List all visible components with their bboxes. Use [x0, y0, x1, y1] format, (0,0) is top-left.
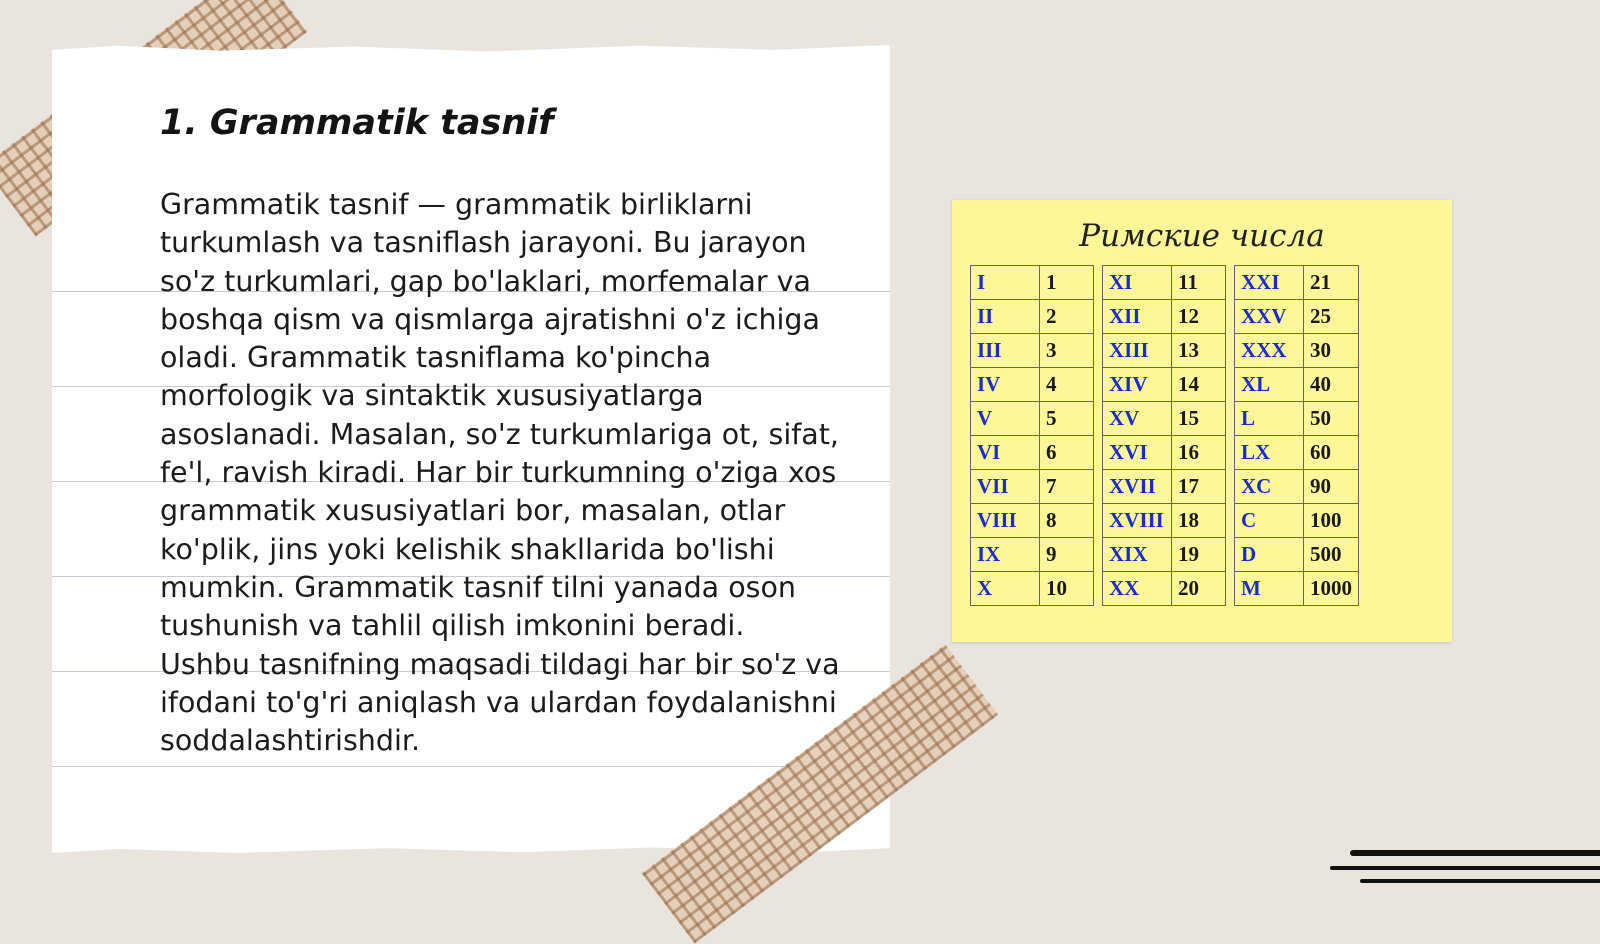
roman-numeral-cell: XXI	[1235, 266, 1304, 300]
arabic-number-cell: 13	[1172, 334, 1226, 368]
roman-numeral-cell: L	[1235, 402, 1304, 436]
roman-numeral-cell: II	[971, 300, 1040, 334]
roman-numeral-cell: C	[1235, 504, 1304, 538]
column-gap	[1226, 334, 1235, 368]
arabic-number-cell: 90	[1304, 470, 1359, 504]
arabic-number-cell: 7	[1040, 470, 1094, 504]
roman-numeral-cell: LX	[1235, 436, 1304, 470]
roman-numeral-cell: VIII	[971, 504, 1040, 538]
arabic-number-cell: 16	[1172, 436, 1226, 470]
roman-numeral-cell: VI	[971, 436, 1040, 470]
column-gap	[1094, 300, 1103, 334]
arabic-number-cell: 15	[1172, 402, 1226, 436]
roman-numeral-cell: XC	[1235, 470, 1304, 504]
arabic-number-cell: 50	[1304, 402, 1359, 436]
arabic-number-cell: 30	[1304, 334, 1359, 368]
column-gap	[1226, 402, 1235, 436]
roman-numeral-cell: I	[971, 266, 1040, 300]
arabic-number-cell: 8	[1040, 504, 1094, 538]
table-row	[971, 300, 1359, 334]
brush-stroke	[1330, 866, 1600, 870]
table-row	[971, 572, 1359, 606]
roman-table-title: Римские числа	[1079, 218, 1325, 254]
paper-rule	[52, 766, 890, 767]
slide-heading: 1. Grammatik tasnif	[160, 103, 554, 143]
table-row	[971, 436, 1359, 470]
brush-stroke	[1360, 879, 1600, 883]
roman-numeral-cell: IV	[971, 368, 1040, 402]
roman-numeral-cell: XIX	[1103, 538, 1172, 572]
column-gap	[1094, 572, 1103, 606]
arabic-number-cell: 18	[1172, 504, 1226, 538]
column-gap	[1094, 436, 1103, 470]
arabic-number-cell: 6	[1040, 436, 1094, 470]
arabic-number-cell: 500	[1304, 538, 1359, 572]
arabic-number-cell: 25	[1304, 300, 1359, 334]
roman-numeral-cell: XIII	[1103, 334, 1172, 368]
roman-numeral-cell: III	[971, 334, 1040, 368]
column-gap	[1094, 266, 1103, 300]
roman-numeral-cell: XV	[1103, 402, 1172, 436]
roman-numeral-cell: X	[971, 572, 1040, 606]
table-row	[971, 402, 1359, 436]
column-gap	[1226, 436, 1235, 470]
roman-numeral-cell: XL	[1235, 368, 1304, 402]
arabic-number-cell: 1000	[1304, 572, 1359, 606]
roman-numeral-cell: IX	[971, 538, 1040, 572]
table-row	[971, 470, 1359, 504]
roman-numeral-cell: XVII	[1103, 470, 1172, 504]
roman-numeral-cell: XXV	[1235, 300, 1304, 334]
brush-stroke	[1350, 850, 1600, 856]
arabic-number-cell: 5	[1040, 402, 1094, 436]
arabic-number-cell: 60	[1304, 436, 1359, 470]
column-gap	[1094, 504, 1103, 538]
column-gap	[1226, 300, 1235, 334]
arabic-number-cell: 2	[1040, 300, 1094, 334]
roman-numeral-cell: XVI	[1103, 436, 1172, 470]
column-gap	[1226, 266, 1235, 300]
roman-numerals-table-image	[952, 200, 1452, 642]
roman-numeral-cell: XX	[1103, 572, 1172, 606]
column-gap	[1226, 572, 1235, 606]
roman-numeral-cell: D	[1235, 538, 1304, 572]
column-gap	[1226, 538, 1235, 572]
arabic-number-cell: 12	[1172, 300, 1226, 334]
table-row	[971, 266, 1359, 300]
arabic-number-cell: 21	[1304, 266, 1359, 300]
table-row	[971, 504, 1359, 538]
roman-numeral-cell: V	[971, 402, 1040, 436]
slide-body-text: Grammatik tasnif — grammatik birliklarni turkumlash va tasniflash jarayoni. Bu jarayon so'z turkumlari, gap bo'laklari, morfemalar va boshqa qism va qismlarga ajratishni o'z ichiga oladi. Grammatik tasniflama ko'pincha morfologik va sintaktik xususiyatlarga asoslanadi. Masalan, so'z turkumlariga ot, sifat, fe'l, ravish kiradi. Har bir turkumning o'ziga xos grammatik xususiyatlari bor, masalan, otlar ko'plik, jins yoki kelishik shakllarida bo'lishi mumkin. Grammatik tasnif tilni yanada oson tushunish va tahlil qilish imkonini beradi. Ushbu tasnifning maqsadi tildagi har bir so'z va ifodani to'g'ri aniqlash va ulardan foydalanishni soddalashtirishdir.	[160, 188, 840, 758]
roman-numeral-cell: VII	[971, 470, 1040, 504]
roman-numeral-cell: XVIII	[1103, 504, 1172, 538]
column-gap	[1094, 334, 1103, 368]
column-gap	[1094, 402, 1103, 436]
arabic-number-cell: 20	[1172, 572, 1226, 606]
roman-numeral-cell: XI	[1103, 266, 1172, 300]
column-gap	[1094, 538, 1103, 572]
table-row	[971, 368, 1359, 402]
arabic-number-cell: 100	[1304, 504, 1359, 538]
roman-numeral-cell: XXX	[1235, 334, 1304, 368]
roman-numeral-cell: M	[1235, 572, 1304, 606]
roman-numeral-cell: XIV	[1103, 368, 1172, 402]
arabic-number-cell: 17	[1172, 470, 1226, 504]
arabic-number-cell: 9	[1040, 538, 1094, 572]
arabic-number-cell: 14	[1172, 368, 1226, 402]
roman-numeral-cell: XII	[1103, 300, 1172, 334]
arabic-number-cell: 10	[1040, 572, 1094, 606]
arabic-number-cell: 4	[1040, 368, 1094, 402]
arabic-number-cell: 3	[1040, 334, 1094, 368]
column-gap	[1226, 470, 1235, 504]
column-gap	[1094, 470, 1103, 504]
table-row	[971, 538, 1359, 572]
arabic-number-cell: 11	[1172, 266, 1226, 300]
arabic-number-cell: 1	[1040, 266, 1094, 300]
column-gap	[1226, 368, 1235, 402]
column-gap	[1094, 368, 1103, 402]
arabic-number-cell: 40	[1304, 368, 1359, 402]
column-gap	[1226, 504, 1235, 538]
arabic-number-cell: 19	[1172, 538, 1226, 572]
table-row	[971, 334, 1359, 368]
roman-numerals-table	[970, 265, 1359, 606]
